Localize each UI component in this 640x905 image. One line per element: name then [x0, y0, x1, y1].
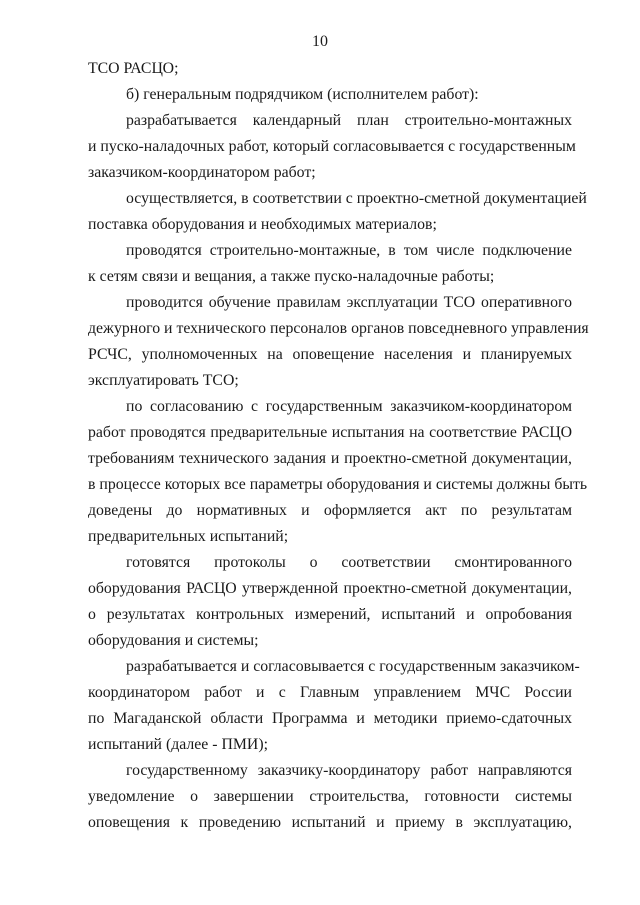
text-line: оповещения к проведению испытаний и приему в эксплуатацию,	[88, 814, 572, 831]
text-line: по согласованию с государственным заказчиком-координатором	[126, 398, 572, 415]
text-line: разрабатывается календарный план строительно-монтажных	[126, 112, 572, 129]
text-line: разрабатывается и согласовывается с государственным заказчиком-	[126, 658, 580, 675]
text-line: в процессе которых все параметры оборудования и системы должны быть	[88, 476, 588, 493]
text-line: дежурного и технического персоналов органов повседневного управления	[88, 320, 589, 337]
text-line: требованиям технического задания и проектно-сметной документации,	[88, 450, 572, 467]
text-line: государственному заказчику-координатору работ направляются	[126, 762, 572, 779]
text-line: оборудования и системы;	[88, 632, 259, 649]
text-line: осуществляется, в соответствии с проектно-сметной документацией	[126, 190, 587, 207]
text-line: оборудования РАСЦО утвержденной проектно-сметной документации,	[88, 580, 572, 597]
text-line: к сетям связи и вещания, а также пуско-наладочные работы;	[88, 268, 495, 285]
text-line: предварительных испытаний;	[88, 528, 289, 545]
text-line: по Магаданской области Программа и методики приемо-сдаточных	[88, 710, 572, 727]
text-line: координатором работ и с Главным управлением МЧС России	[88, 684, 572, 701]
text-line: эксплуатировать ТСО;	[88, 372, 239, 389]
text-line: б) генеральным подрядчиком (исполнителем работ):	[126, 86, 479, 103]
text-line: о результатах контрольных измерений, испытаний и опробования	[88, 606, 572, 623]
text-line: работ проводятся предварительные испытания на соответствие РАСЦО	[88, 424, 572, 441]
text-line: испытаний (далее - ПМИ);	[88, 736, 268, 753]
text-line: РСЧС, уполномоченных на оповещение населения и планируемых	[88, 346, 572, 363]
text-line: проводятся строительно-монтажные, в том числе подключение	[126, 242, 572, 259]
text-line: ТСО РАСЦО;	[88, 60, 179, 77]
text-line: готовятся протоколы о соответствии смонтированного	[126, 554, 572, 571]
text-line: проводится обучение правилам эксплуатации ТСО оперативного	[126, 294, 572, 311]
text-line: уведомление о завершении строительства, готовности системы	[88, 788, 572, 805]
text-line: заказчиком-координатором работ;	[88, 164, 316, 181]
text-line: и пуско-наладочных работ, который согласовывается с государственным	[88, 138, 576, 155]
document-body	[88, 56, 589, 836]
text-line: поставка оборудования и необходимых материалов;	[88, 216, 437, 233]
text-line: доведены до нормативных и оформляется акт по результатам	[88, 502, 572, 519]
page-number: 10	[312, 33, 328, 50]
